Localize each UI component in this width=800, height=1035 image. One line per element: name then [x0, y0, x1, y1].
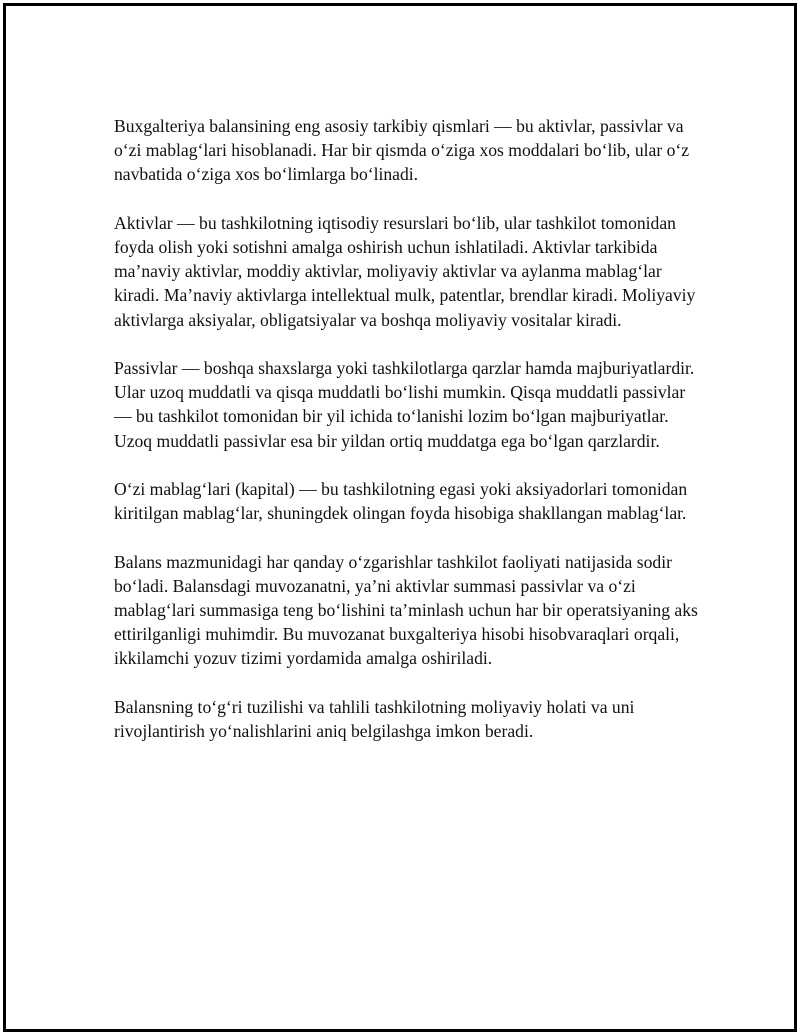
- paragraph-balance-changes: Balans mazmunidagi har qanday o‘zgarishlar tashkilot faoliyati natijasida sodir bo‘ladi. Balansdagi muvozanatni, ya’ni aktivlar summasi passivlar va o‘zi mablag‘lari summasiga teng bo‘lishini ta’minlash uchun har bir operatsiyaning aks ettirilganligi muhimdir. Bu muvozanat buxgalteriya hisobi hisobvaraqlari orqali, ikkilamchi yozuv tizimi yordamida amalga oshiriladi.: [114, 551, 698, 669]
- paragraph-conclusion: Balansning to‘g‘ri tuzilishi va tahlili tashkilotning moliyaviy holati va uni rivojlantirish yo‘nalishlarini aniq belgilashga imkon beradi.: [114, 696, 635, 741]
- paragraph-assets: Aktivlar — bu tashkilotning iqtisodiy resurslari bo‘lib, ular tashkilot tomonidan foyda olish yoki sotishni amalga oshirish uchun ishlatiladi. Aktivlar tarkibida ma’naviy aktivlar, moddiy aktivlar, moliyaviy aktivlar va aylanma mablag‘lar kiradi. Ma’naviy aktivlarga intellektual mulk, patentlar, brendlar kiradi. Moliyaviy aktivlarga aksiyalar, obligatsiyalar va boshqa moliyaviy vositalar kiradi.: [114, 212, 696, 330]
- paragraph-liabilities: Passivlar — boshqa shaxslarga yoki tashkilotlarga qarzlar hamda majburiyatlardir. Ular uzoq muddatli va qisqa muddatli bo‘lishi mumkin. Qisqa muddatli passivlar — bu tashkilot tomonidan bir yil ichida to‘lanishi lozim bo‘lgan majburiyatlar. Uzoq muddatli passivlar esa bir yildan ortiq muddatga ega bo‘lgan qarzlardir.: [114, 358, 695, 451]
- document-body: [114, 114, 704, 767]
- paragraph-components: Buxgalteriya balansining eng asosiy tarkibiy qismlari — bu aktivlar, passivlar va o‘zi mablag‘lari hisoblanadi. Har bir qismda o‘ziga xos moddalari bo‘lib, ular o‘z navbatida o‘ziga xos bo‘limlarga bo‘linadi.: [114, 116, 690, 185]
- paragraph-equity: O‘zi mablag‘lari (kapital) — bu tashkilotning egasi yoki aksiyadorlari tomonidan kiritilgan mablag‘lar, shuningdek olingan foyda hisobiga shakllangan mablag‘lar.: [114, 479, 688, 524]
